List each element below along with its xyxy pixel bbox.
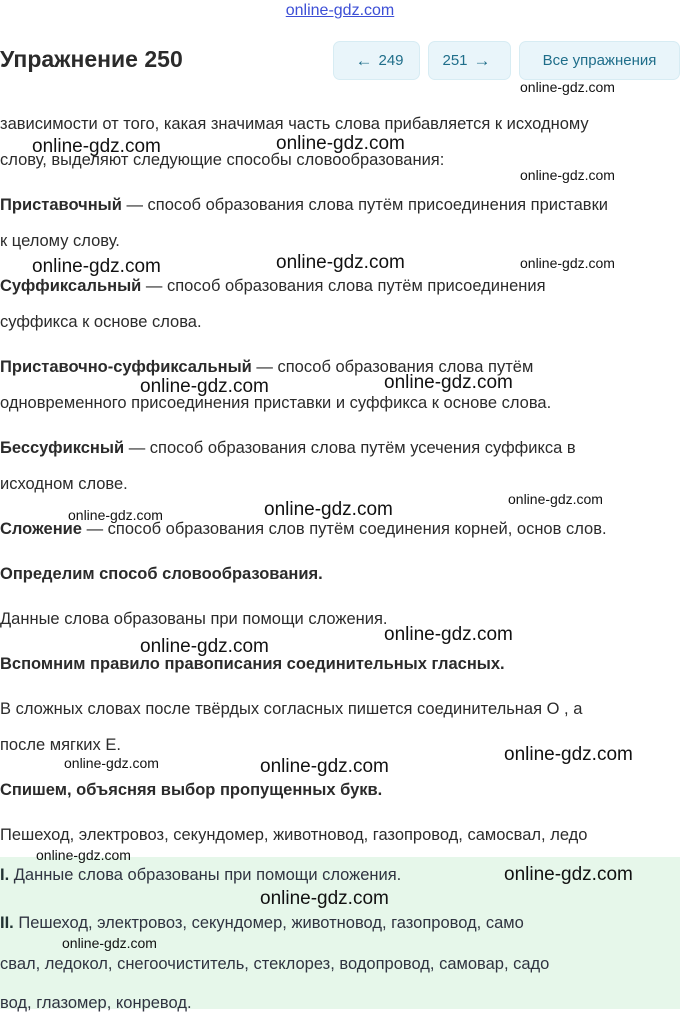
watermark: online-gdz.com bbox=[36, 847, 131, 863]
watermark: online-gdz.com bbox=[260, 888, 389, 909]
method-prefix-suffix bbox=[0, 349, 680, 385]
intro-line-1: зависимости от того, какая значимая часть слова прибавляется к исходному bbox=[0, 115, 589, 133]
method-suffix-cont: суффикса к основе слова. bbox=[0, 313, 202, 331]
watermark: online-gdz.com bbox=[276, 252, 405, 273]
answer-line-2-roman: II. bbox=[0, 914, 14, 932]
watermark: online-gdz.com bbox=[384, 372, 513, 393]
method-prefix-term: Приставочный bbox=[0, 196, 122, 214]
site-top-link[interactable]: online-gdz.com bbox=[285, 2, 395, 19]
method-nonsuffix-cont: исходном слове. bbox=[0, 475, 128, 493]
method-prefix-text: — способ образования слова путём присоединения приставки bbox=[121, 196, 609, 214]
answer-line-2-text: Пешеход, электровоз, секундомер, животновод, газопровод, само bbox=[13, 914, 524, 932]
watermark: online-gdz.com bbox=[520, 79, 615, 95]
arrow-left-icon: ← bbox=[355, 50, 373, 70]
answer-line-3: свал, ледокол, снегоочиститель, стеклорез, водопровод, самовар, садо bbox=[0, 955, 550, 973]
watermark: online-gdz.com bbox=[276, 133, 405, 154]
intro-line-2: слову, выделяют следующие способы словообразования: bbox=[0, 151, 445, 169]
method-suffix-text: — способ образования слова путём присоединения bbox=[141, 277, 546, 295]
watermark: online-gdz.com bbox=[520, 255, 615, 271]
watermark: online-gdz.com bbox=[264, 499, 393, 520]
heading-rule: Вспомним правило правописания соединительных гласных. bbox=[0, 655, 505, 673]
watermark: online-gdz.com bbox=[32, 256, 161, 277]
watermark: online-gdz.com bbox=[384, 624, 513, 645]
method-nonsuffix-term: Бессуфиксный bbox=[0, 439, 125, 457]
method-compound-text: — способ образования слов путём соединения корней, основ слов. bbox=[81, 520, 607, 538]
watermark: online-gdz.com bbox=[508, 491, 603, 507]
method-prefix-suffix-text: — способ образования слова путём bbox=[251, 358, 534, 376]
answer-line-1-text: Данные слова образованы при помощи сложения. bbox=[9, 866, 402, 884]
method-compound-term: Сложение bbox=[0, 520, 82, 538]
watermark: online-gdz.com bbox=[32, 136, 161, 157]
method-prefix bbox=[0, 187, 680, 223]
next-exercise-label: 251 bbox=[442, 52, 468, 69]
watermark: online-gdz.com bbox=[260, 756, 389, 777]
method-suffix-term: Суффиксальный bbox=[0, 277, 142, 295]
prev-exercise-button[interactable] bbox=[333, 41, 420, 80]
watermark: online-gdz.com bbox=[504, 864, 633, 885]
watermark: online-gdz.com bbox=[68, 507, 163, 523]
all-exercises-button[interactable] bbox=[519, 41, 680, 80]
heading-determine: Определим способ словообразования. bbox=[0, 565, 323, 583]
watermark: online-gdz.com bbox=[504, 744, 633, 765]
arrow-right-icon: → bbox=[473, 50, 491, 70]
method-prefix-suffix-cont: одновременного присоединения приставки и суффикса к основе слова. bbox=[0, 394, 552, 412]
watermark: online-gdz.com bbox=[62, 935, 157, 951]
prev-exercise-label: 249 bbox=[378, 52, 404, 69]
heading-copy: Спишем, объясняя выбор пропущенных букв. bbox=[0, 781, 383, 799]
method-nonsuffix-text: — способ образования слова путём усечения суффикса в bbox=[124, 439, 576, 457]
watermark: online-gdz.com bbox=[64, 755, 159, 771]
method-prefix-cont: к целому слову. bbox=[0, 232, 120, 250]
words-line: Пешеход, электровоз, секундомер, животновод, газопровод, самосвал, ледо bbox=[0, 826, 588, 844]
next-exercise-button[interactable] bbox=[428, 41, 511, 80]
method-prefix-suffix-term: Приставочно-суффиксальный bbox=[0, 358, 252, 376]
method-nonsuffix bbox=[0, 430, 680, 466]
paragraph-determine: Данные слова образованы при помощи сложения. bbox=[0, 610, 388, 628]
paragraph-rule: В сложных словах после твёрдых согласных пишется соединительная О , а bbox=[0, 700, 583, 718]
answer-line-1-roman: I. bbox=[0, 866, 10, 884]
watermark: online-gdz.com bbox=[520, 167, 615, 183]
paragraph-rule-cont: после мягких Е. bbox=[0, 736, 121, 754]
watermark: online-gdz.com bbox=[140, 376, 269, 397]
watermark: online-gdz.com bbox=[140, 636, 269, 657]
answer-line-4: вод, глазомер, конревод. bbox=[0, 994, 192, 1012]
all-exercises-label: Все упражнения bbox=[542, 52, 657, 69]
page-title: Упражнение 250 bbox=[0, 46, 183, 72]
